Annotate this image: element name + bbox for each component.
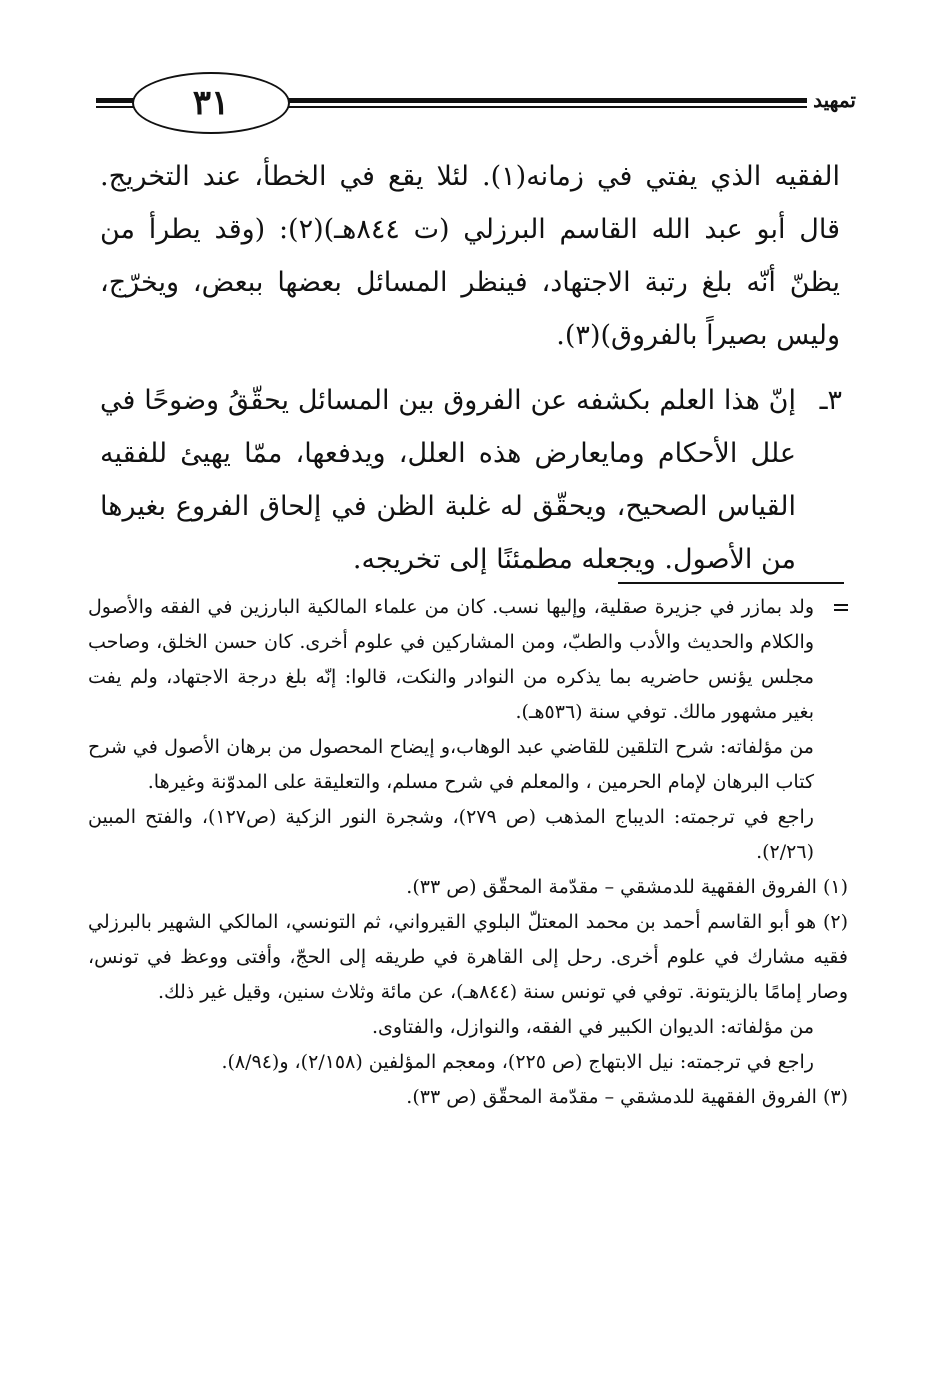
footnote-2: (٢) هو أبو القاسم أحمد بن محمد المعتلّ البلوي القيرواني، ثم التونسي، المالكي الشهير بالبرزلي فقيه مشارك في علوم أخرى. رحل إلى القاهرة في طريقه إلى الحجّ، وأفتى ووعظ في تونس، وصار إمامًا بالزيتونة. توفي في تونس سنة (٨٤٤هـ)، عن مائة وثلاث سنين، وقيل غير ذلك. bbox=[88, 911, 848, 1003]
page-number: ٣١ bbox=[192, 83, 230, 123]
footnote-line: ولد بمازر في جزيرة صقلية، وإليها نسب. كان من علماء المالكية البارزين في الفقه والأصول والكلام والحديث والأدب والطبّ، ومن المشاركين في علوم أخرى. كان حسن الخلق، وصاحب مجلس يؤنس حاضريه بما يذكره من النوادر والنكت، قالوا: إنّه بلغ درجة الاجتهاد، ولم يفت بغير مشهور مالك. توفي سنة (٥٣٦هـ). bbox=[88, 596, 814, 723]
page-header bbox=[96, 72, 856, 134]
page-number-oval bbox=[132, 72, 290, 134]
paragraph-1: الفقيه الذي يفتي في زمانه(١). لئلا يقع في الخطأ، عند التخريج. قال أبو عبد الله القاسم البرزلي (ت ٨٤٤هـ)(٢): (وقد يطرأ من يظنّ أنّه بلغ رتبة الاجتهاد، فينظر المسائل بعضها ببعض، ويخرّج، وليس بصيراً بالفروق)(٣). bbox=[100, 161, 840, 351]
footnote-line: من مؤلفاته: شرح التلقين للقاضي عبد الوهاب،و إيضاح المحصول من برهان الأصول في شرح كتاب البرهان لإمام الحرمين ، والمعلم في شرح مسلم، والتعليقة على المدوّنة وغيرها. bbox=[88, 736, 814, 793]
footnotes bbox=[88, 590, 848, 1115]
header-rule-right-thin bbox=[282, 106, 807, 108]
footnote-separator bbox=[618, 582, 844, 584]
footnote-2-refs: راجع في ترجمته: نيل الابتهاج (ص ٢٢٥)، ومعجم المؤلفين (٢/١٥٨)، و(٨/٩٤). bbox=[221, 1051, 814, 1073]
running-title: تمهيد bbox=[807, 88, 856, 112]
footnote-3: (٣) الفروق الفقهية للدمشقي – مقدّمة المحقّق (ص ٣٣). bbox=[406, 1086, 848, 1108]
list-item-3 bbox=[100, 374, 840, 586]
header-rule-right bbox=[282, 98, 807, 103]
header-rule-left bbox=[96, 98, 136, 103]
footnote-continuation bbox=[88, 590, 848, 870]
footnote-2-works: من مؤلفاته: الديوان الكبير في الفقه، والنوازل، والفتاوى. bbox=[371, 1016, 814, 1038]
item-3-text: إنّ هذا العلم بكشفه عن الفروق بين المسائل يحقّقُ وضوحًا في علل الأحكام ومايعارض هذه العلل، ويدفعها، ممّا يهيئ للفقيه القياس الصحيح، ويحقّق له غلبة الظن في إلحاق الفروع بغيرها من الأصول. ويجعله مطمئنًا إلى تخريجه. bbox=[100, 385, 796, 575]
footnote-line: راجع في ترجمته: الديباج المذهب (ص ٢٧٩)، وشجرة النور الزكية (ص١٢٧)، والفتح المبين (٢/٢٦). bbox=[88, 806, 814, 863]
item-number: ٣ـ bbox=[819, 385, 842, 416]
footnote-1: (١) الفروق الفقهية للدمشقي – مقدّمة المحقّق (ص ٣٣). bbox=[406, 876, 848, 898]
main-text bbox=[100, 150, 840, 586]
header-rule-left-thin bbox=[96, 106, 136, 108]
continuation-mark bbox=[834, 604, 848, 614]
